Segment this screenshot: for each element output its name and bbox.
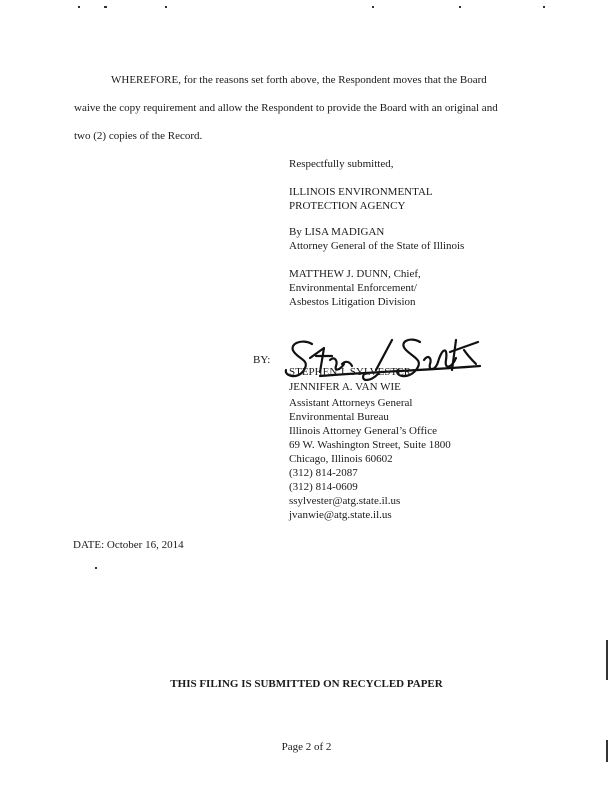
recycled-paper-notice: THIS FILING IS SUBMITTED ON RECYCLED PAPER (170, 678, 443, 690)
agency-name-line: PROTECTION AGENCY (289, 200, 406, 212)
scan-speck (95, 567, 97, 569)
city-address: Chicago, Illinois 60602 (289, 453, 393, 465)
division-line: Asbestos Litigation Division (289, 296, 416, 308)
attorney-title: Assistant Attorneys General (289, 397, 413, 409)
attorney-general-title: Attorney General of the State of Illinois (289, 240, 465, 252)
scan-edge-mark (606, 640, 608, 680)
by-label: BY: (253, 354, 271, 366)
paragraph-line: waive the copy requirement and allow the Respondent to provide the Board with an original and (74, 102, 498, 114)
phone-number: (312) 814-0609 (289, 481, 358, 493)
page-number: Page 2 of 2 (281, 741, 332, 753)
attorney-general-name: By LISA MADIGAN (289, 226, 385, 238)
date-line: DATE: October 16, 2014 (73, 539, 184, 551)
street-address: 69 W. Washington Street, Suite 1800 (289, 439, 451, 451)
scan-speck (459, 6, 461, 8)
chief-name: MATTHEW J. DUNN, Chief, (289, 268, 421, 280)
division-line: Environmental Enforcement/ (289, 282, 417, 294)
scan-speck (372, 6, 374, 8)
office-name: Illinois Attorney General’s Office (289, 425, 437, 437)
attorney-name: STEPHEN J. SYLVESTER (289, 366, 412, 378)
agency-name-line: ILLINOIS ENVIRONMENTAL (289, 186, 433, 198)
paragraph-line: two (2) copies of the Record. (74, 130, 203, 142)
scan-speck (78, 6, 80, 8)
bureau-name: Environmental Bureau (289, 411, 389, 423)
attorney-name: JENNIFER A. VAN WIE (289, 381, 401, 393)
scan-speck (104, 6, 107, 8)
phone-number: (312) 814-2087 (289, 467, 358, 479)
email-address: ssylvester@atg.state.il.us (289, 495, 401, 507)
scan-speck (543, 6, 545, 8)
paragraph-line: WHEREFORE, for the reasons set forth above, the Respondent moves that the Board (111, 74, 487, 86)
email-address: jvanwie@atg.state.il.us (289, 509, 392, 521)
scan-speck (165, 6, 167, 8)
closing-text: Respectfully submitted, (289, 158, 394, 170)
